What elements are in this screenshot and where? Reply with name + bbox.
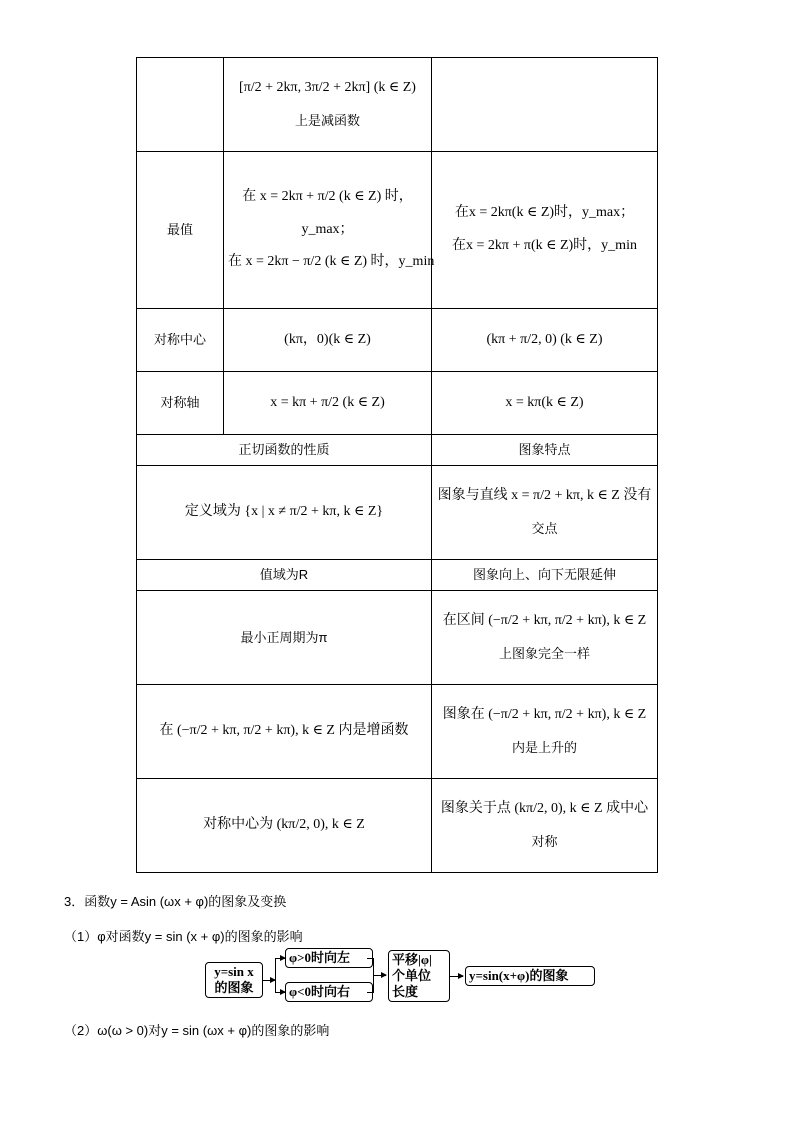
tan-header-left: 正切函数的性质 [137,435,432,466]
tan-period: 最小正周期为π [137,591,432,685]
empty-cell [432,58,658,152]
extreme-cos-min: 在x = 2kπ + π(k ∈ Z)时，y_min [452,238,637,253]
center-cos: (kπ + π/2, 0) (k ∈ Z) [432,309,658,372]
tan-increase: 在 (−π/2 + kπ, π/2 + kπ), k ∈ Z 内是增函数 [137,685,432,779]
arrow-up [275,958,285,959]
axis-sin: x = kπ + π/2 (k ∈ Z) [224,372,432,435]
section-3-sub1: （1）φ对函数y = sin (x + φ)的图象的影响 [64,929,303,944]
shift-diagram [205,948,605,1008]
decrease-row [137,58,658,152]
cond-pos-box: φ>0时向左 [285,948,373,968]
empty-cell [137,58,224,152]
tan-domain-row [137,466,658,560]
decrease-interval: [π/2 + 2kπ, 3π/2 + 2kπ] (k ∈ Z) [239,80,416,96]
tan-range-feature: 图象向上、向下无限延伸 [432,560,658,591]
tan-center-feature-b: 对称 [531,834,558,850]
decrease-text: 上是减函数 [294,113,360,129]
extreme-min-condition: 在 x = 2kπ − π/2 (k ∈ Z) 时，y_min [228,254,435,270]
properties-table [136,57,658,873]
tan-header-row [137,435,658,466]
shift-box-line2: 个单位 [392,968,432,983]
tan-increase-feature-a: 图象在 (−π/2 + kπ, π/2 + kπ), k ∈ Z [442,707,647,723]
tan-center-feature [432,779,658,873]
shift-box-line1: 平移|φ| [392,952,432,967]
extreme-row [137,152,658,309]
axis-label: 对称轴 [137,372,224,435]
arrow-3 [449,976,463,977]
tan-domain-feature [432,466,658,560]
section-3-title: 3．函数y = Asin (ωx + φ)的图象及变换 [64,894,287,909]
branch-line [275,958,276,992]
tan-period-feature [432,591,658,685]
extreme-cos-cell [432,152,658,309]
section-3-sub2: （2）ω(ω > 0)对y = sin (ωx + φ)的图象的影响 [64,1023,330,1038]
extreme-max-condition: 在 x = 2kπ + π/2 (k ∈ Z) 时， [242,188,413,204]
tan-increase-feature-b: 内是上升的 [511,740,577,756]
tan-range-row [137,560,658,591]
extreme-sin-cell [224,152,435,309]
center-row [137,309,658,372]
tan-period-feature-a: 在区间 (−π/2 + kπ, π/2 + kπ), k ∈ Z [442,613,647,629]
extreme-label: 最值 [137,152,224,309]
tan-domain-feature-a: 图象与直线 x = π/2 + kπ, k ∈ Z 没有 [437,488,652,504]
extreme-cos-max: 在x = 2kπ(k ∈ Z)时，y_max； [454,205,635,221]
cond-neg-box: φ<0时向右 [285,982,373,1002]
shift-box-line3: 长度 [392,984,419,999]
decrease-cell [224,58,432,152]
tan-center: 对称中心为 (kπ/2, 0), k ∈ Z [137,779,432,873]
shift-box [388,950,450,1002]
tan-range: 值域为R [137,560,432,591]
tan-domain-feature-b: 交点 [531,521,558,537]
result-box: y=sin(x+φ)的图象 [465,966,595,986]
merge-top [367,958,374,959]
tan-center-row [137,779,658,873]
axis-cos: x = kπ(k ∈ Z) [432,372,658,435]
tan-center-feature-a: 图象关于点 (kπ/2, 0), k ∈ Z 成中心 [440,801,649,817]
tan-period-row [137,591,658,685]
tan-increase-row [137,685,658,779]
tan-period-feature-b: 上图象完全一样 [498,646,590,662]
extreme-ymax: y_max； [301,221,354,237]
merge-bottom [367,992,374,993]
arrow-1 [263,980,275,981]
start-box-line1: y=sin x [214,964,254,979]
tan-domain: 定义域为 {x | x ≠ π/2 + kπ, k ∈ Z} [137,466,432,560]
tan-increase-feature [432,685,658,779]
axis-row [137,372,658,435]
start-box-line2: 的图象 [214,980,254,995]
arrow-down [275,992,285,993]
center-sin: (kπ，0)(k ∈ Z) [224,309,432,372]
center-label: 对称中心 [137,309,224,372]
tan-header-right: 图象特点 [432,435,658,466]
start-box [205,962,263,998]
arrow-2 [373,975,386,976]
